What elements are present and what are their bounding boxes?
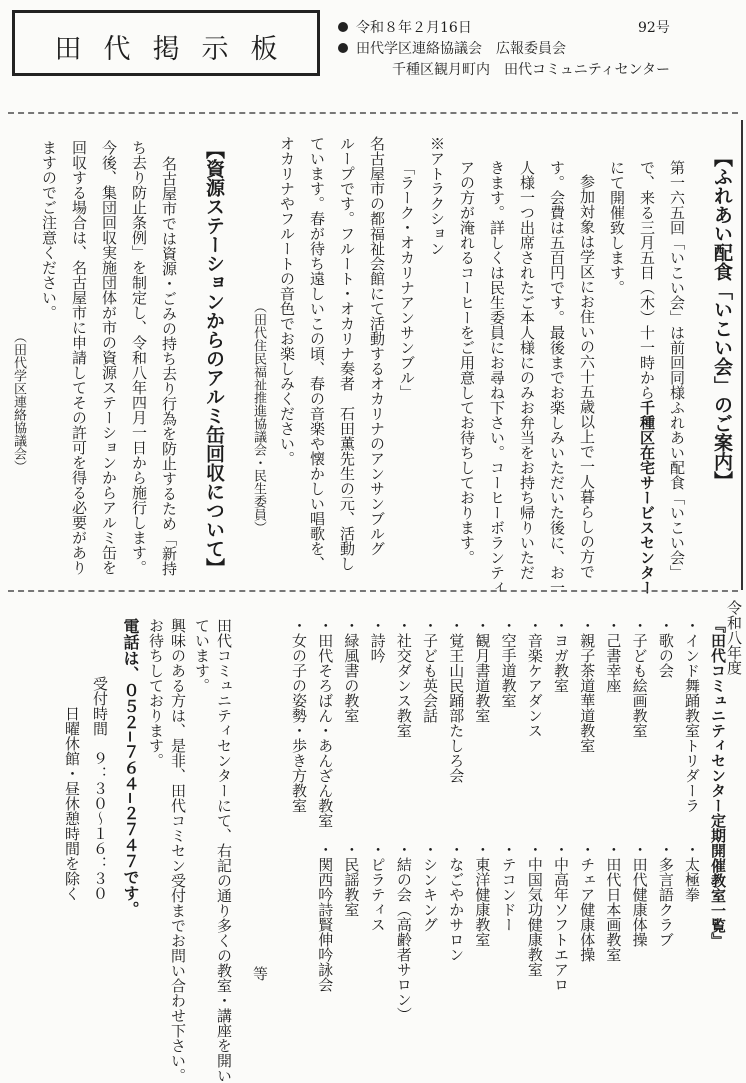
class-item: ・田代日本画教室 (604, 842, 623, 962)
bullet-icon (338, 22, 348, 32)
class-item: ・ピラティス (368, 842, 387, 932)
closed-days: 日曜休館・昼休憩時間を除く (63, 706, 81, 901)
recycle-line: 回収する場合は、名古屋市に申請してその許可を得る必要があり (70, 140, 88, 575)
recycle-heading: 【資源ステーションからのアルミ缶回収について】 (203, 140, 225, 577)
bullet-icon (338, 43, 348, 53)
class-item: ・緑風書の教室 (342, 618, 361, 723)
class-item: ・子ども絵画教室 (630, 618, 649, 738)
class-item: ・親子茶道華道教室 (578, 618, 597, 753)
recycle-line: 今後、集団回収実施団体が市の資源ステーションからアルミ缶を (100, 140, 118, 575)
class-item: ・太極拳 (683, 842, 701, 902)
contact-phone: 電話は、０５２−７６４−２７４７です。 (121, 618, 140, 917)
header-divider (8, 112, 738, 114)
classes-year: 令和八年度 (725, 600, 743, 675)
section-divider (8, 590, 738, 592)
classes-title: 『田代コミュニティセンター定期開催教室一覧』 (709, 618, 727, 948)
class-item: ・空手道教室 (499, 618, 518, 708)
class-item: ・女の子の姿勢・歩き方教室 (290, 618, 308, 813)
class-item: ・関西吟詩賢伸吟詠会 (316, 842, 335, 992)
recycle-line: ち去り防止条例」を制定し、令和八年四月一日から施行します。 (130, 140, 148, 575)
class-item: ・田代健康体操 (630, 842, 649, 947)
class-item: ・中国気功健康教室 (525, 842, 544, 977)
class-item: ・東洋健康教室 (473, 842, 492, 947)
classes-footer-line: 興味のある方は、是非、田代コミセン受付までお問い合わせ下さい。 (169, 618, 187, 1083)
class-item: ・歌の会 (656, 618, 675, 678)
class-item: ・なごやかサロン (447, 842, 466, 962)
newsletter-title-box (12, 10, 320, 76)
attraction-name: 「ラーク・オカリナアンサンブル」 (398, 160, 416, 400)
ikoi-signature: （田代住民福祉推進協議会・民生委員） (251, 300, 266, 534)
class-item: ・ヨガ教室 (552, 618, 570, 693)
class-item: ・結の会（高齢者サロン） (394, 842, 413, 1022)
class-item: ・子ども英会話 (421, 618, 439, 723)
classes-footer-line: お待ちしております。 (147, 618, 165, 768)
class-item: ・社交ダンス教室 (394, 618, 413, 738)
recycle-line: 名古屋市では資源・ごみの持ち去り行為を防止するため「新持 (160, 156, 178, 576)
class-item: ・民謡教室 (342, 842, 361, 917)
newsletter-title: 田代掲示板 (54, 34, 300, 65)
issue-date: 令和８年２月16日 (356, 20, 472, 36)
ikoi-line: 参加対象は学区にお住いの六十五歳以上で一人暮らしの方で (578, 174, 596, 579)
etc-label: 等 (251, 966, 269, 981)
classes-footer-line: ています。 (193, 618, 211, 693)
publisher: 田代学区連絡協議会 広報委員会 (356, 41, 566, 57)
class-item: ・中高年ソフトエアロ (552, 842, 570, 992)
ikoi-line: 第一六五回「いこい会」は前回同様ふれあい配食「いこい会」 (668, 160, 686, 580)
ikoi-line: す。会費は五百円です。最後までお楽しみいただいた後に、お一 (548, 160, 566, 595)
recycle-line: ますのでご注意ください。 (40, 140, 58, 320)
class-item: ・己書幸座 (604, 618, 623, 693)
class-item: ・観月書道教室 (473, 618, 492, 723)
ikoi-line: にて開催致します。 (608, 160, 626, 295)
class-item: ・インド舞踊教室トリダーラ (683, 618, 701, 813)
ikoi-line: きます。詳しくは民生委員にお尋ね下さい。コーヒーボランティ (488, 160, 506, 595)
ikoi-line: 人様一つ出席されたご本人様にのみお弁当をお持ち帰りいただ (518, 160, 536, 580)
recycle-signature: （田代学区連絡協議会） (11, 330, 26, 473)
class-item: ・シンキング (421, 842, 439, 932)
class-item: ・テコンドー (499, 842, 518, 932)
attraction-label: ※アトラクション (428, 136, 446, 256)
right-edge-rule (741, 120, 743, 590)
class-item: ・田代そろばん・あんざん教室 (316, 618, 335, 828)
reception-hours: 受付時間 ９：３０〜１６：３０ (91, 676, 109, 901)
attraction-line: ています。春が待ち遠しいこの頃、春の音楽や懐かしい唱歌を、 (308, 136, 326, 571)
publisher-address: 千種区観月町内 田代コミュニティセンター (392, 62, 671, 78)
attraction-line: オカリナやフルートの音色でお楽しみください。 (278, 136, 296, 466)
attraction-line: ループです。フルート・オカリナ奏者 石田薫先生の元、活動し (338, 136, 356, 571)
class-item: ・音楽ケアダンス (525, 618, 544, 738)
venue-name: 千種区在宅サービスセンター (638, 400, 656, 595)
issue-number: 92号 (638, 20, 670, 36)
ikoi-line: アの方が淹れるコーヒーをご用意してお待ちしております。 (458, 160, 476, 565)
class-item: ・チェア健康体操 (578, 842, 597, 962)
attraction-line: 名古屋市の都福祉会館にて活動するオカリナのアンサンブルグ (368, 136, 386, 556)
ikoi-heading: 【ふれあい配食「いこい会」のご案内】 (711, 148, 733, 490)
class-item: ・詩吟 (368, 618, 387, 663)
class-item: ・多言語クラブ (656, 842, 675, 947)
ikoi-line: で、来る三月五日（木）十一時から千種区在宅サービスセンター (638, 160, 656, 595)
class-item: ・覚王山民踊部たしろ会 (447, 618, 466, 783)
classes-footer-line: 田代コミュニティセンターにて、右記の通り多くの教室・講座を開い (215, 618, 233, 1083)
